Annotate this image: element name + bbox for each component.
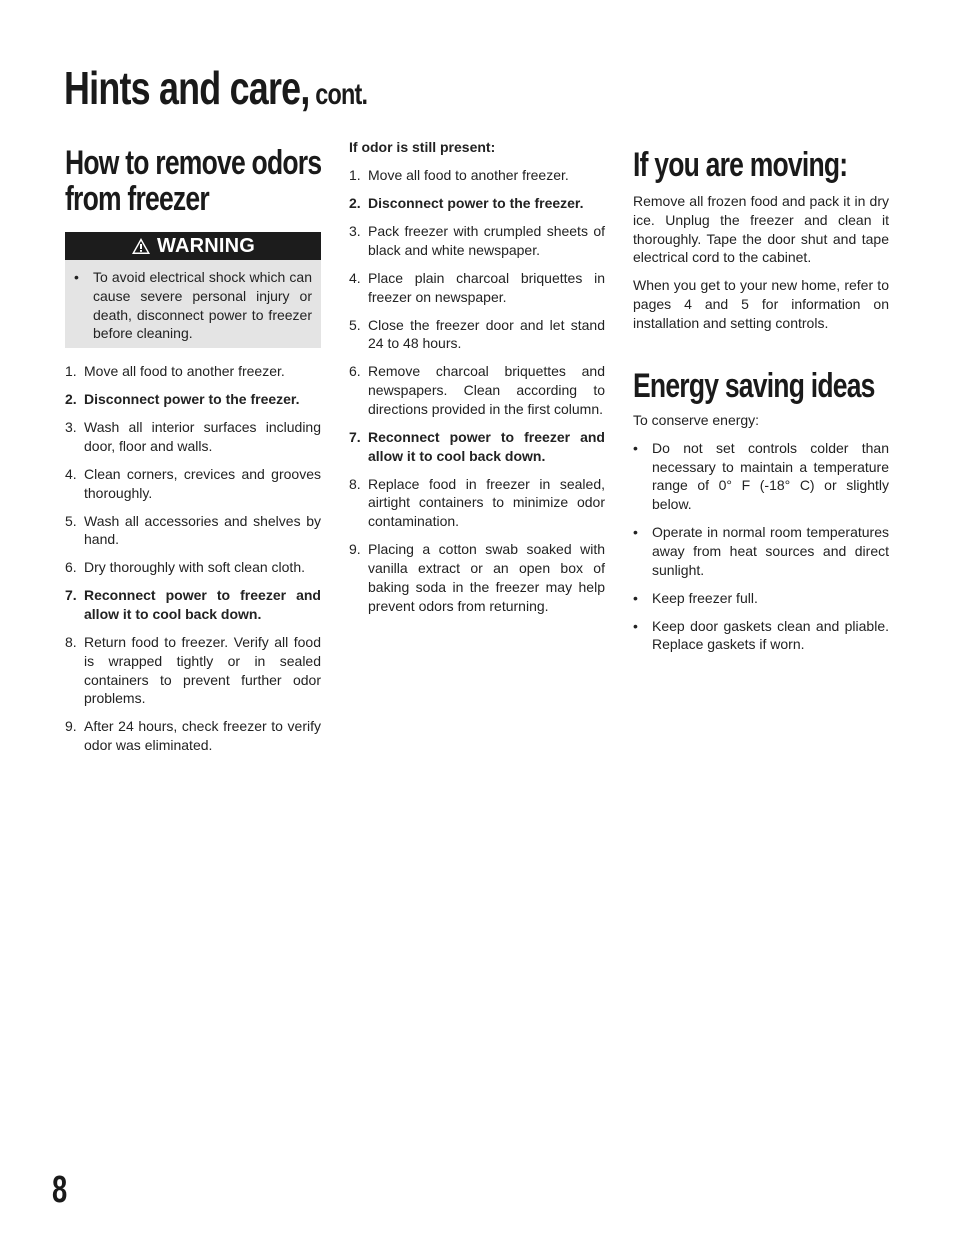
section-heading-remove-odors: [65, 145, 394, 217]
step-text: Return food to freezer. Verify all food is wrapped tightly or in sealed containers to prevent further odor problems.: [84, 634, 321, 707]
energy-tip-item: [633, 523, 889, 579]
warning-label: WARNING: [156, 234, 256, 257]
step-text: Disconnect power to the freezer.: [84, 390, 300, 407]
step-text: Remove charcoal briquettes and newspapers. Clean according to directions provided in the first column.: [368, 363, 605, 417]
step-item: [65, 362, 321, 381]
step-item: [65, 390, 321, 409]
step-text: Reconnect power to freezer and allow it to cool back down.: [368, 428, 605, 464]
warning-box: [65, 232, 321, 348]
step-item: [349, 269, 605, 307]
heading-energy-saving: Energy saving ideas: [633, 366, 875, 405]
page-number: 8: [52, 1169, 68, 1211]
step-number: 2.: [65, 390, 77, 407]
subheading-odor-present: If odor is still present:: [349, 139, 496, 155]
energy-tip-text: Do not set controls colder than necessary to maintain a temperature range of 0° F (-18° C) or slightly below.: [652, 439, 889, 513]
warning-triangle-icon: [131, 237, 151, 255]
step-text: Placing a cotton swab soaked with vanilla extract or an open box of baking soda in the freezer may help prevent odors from returning.: [368, 541, 605, 614]
step-text: Wash all interior surfaces including door, floor and walls.: [84, 418, 321, 454]
step-number: 4.: [349, 269, 361, 286]
bullet-icon: •: [633, 524, 638, 541]
step-number: 7.: [349, 428, 361, 445]
step-number: 5.: [349, 316, 361, 333]
step-number: 8.: [349, 475, 361, 492]
moving-paragraph-1: Remove all frozen food and pack it in dry ice. Unplug the freezer and clean it thoroughly. Tape the door shut and tape electrical cord to the cabinet.: [633, 193, 889, 266]
bullet-icon: •: [633, 617, 638, 634]
step-number: 5.: [65, 512, 77, 529]
step-text: Dry thoroughly with soft clean cloth.: [84, 559, 305, 576]
step-text: Move all food to another freezer.: [84, 363, 285, 379]
step-item: [65, 418, 321, 456]
step-text: Replace food in freezer in sealed, airtight containers to minimize odor contamination.: [368, 475, 605, 530]
step-text: After 24 hours, check freezer to verify odor was eliminated.: [84, 718, 321, 754]
step-number: 1.: [349, 166, 361, 183]
step-number: 6.: [349, 363, 361, 380]
warning-header: [65, 232, 321, 260]
energy-intro: To conserve energy:: [633, 411, 760, 428]
column-moving-energy: [633, 147, 889, 663]
heading-if-moving: If you are moving:: [633, 146, 848, 184]
step-number: 1.: [65, 363, 77, 379]
energy-tip-item: [633, 439, 889, 514]
energy-tip-item: [633, 589, 889, 608]
heading-line-1: How to remove odors: [65, 144, 322, 182]
step-text: Pack freezer with crumpled sheets of black and white newspaper.: [368, 222, 605, 258]
step-number: 9.: [349, 541, 361, 558]
page-title-main: Hints and care,: [64, 62, 310, 114]
energy-tip-text: Keep door gaskets clean and pliable. Replace gaskets if worn.: [652, 617, 889, 653]
step-item: [65, 633, 321, 708]
step-item: [349, 222, 605, 260]
heading-line-2: from freezer: [65, 180, 209, 218]
step-item: [349, 316, 605, 354]
step-item: [349, 194, 605, 213]
step-text: Disconnect power to the freezer.: [368, 194, 584, 211]
steps-list-col1: [65, 362, 321, 764]
step-text: Wash all accessories and shelves by hand.: [84, 512, 321, 548]
step-text: Clean corners, crevices and grooves thoroughly.: [84, 465, 321, 501]
moving-paragraph-2: When you get to your new home, refer to pages 4 and 5 for information on installation and setting controls.: [633, 277, 889, 331]
step-number: 7.: [65, 587, 77, 604]
step-text: Reconnect power to freezer and allow it to cool back down.: [84, 587, 321, 623]
step-item: [65, 717, 321, 755]
step-item: [65, 558, 321, 577]
step-number: 3.: [349, 222, 361, 239]
energy-tip-text: Operate in normal room temperatures away from heat sources and direct sunlight.: [652, 524, 889, 578]
step-item: [65, 512, 321, 550]
step-item: [349, 475, 605, 531]
bullet-icon: •: [633, 439, 638, 456]
step-item: [349, 166, 605, 185]
step-item: [65, 586, 321, 624]
energy-tip-item: [633, 617, 889, 655]
step-number: 3.: [65, 418, 77, 435]
step-item: [65, 465, 321, 503]
step-item: [349, 362, 605, 418]
step-item: [349, 428, 605, 466]
step-text: Move all food to another freezer.: [368, 166, 569, 183]
step-number: 6.: [65, 559, 77, 576]
step-item: [349, 540, 605, 615]
step-number: 9.: [65, 718, 77, 735]
warning-text: To avoid electrical shock which can cause severe personal injury or death, disconnect power to freezer before cleaning.: [93, 269, 312, 342]
warning-text-item: • To avoid electrical shock which can cause severe personal injury or death, disconnect power to freezer before cleaning.: [74, 269, 312, 342]
bullet-icon: •: [633, 589, 638, 606]
step-text: Close the freezer door and let stand 24 to 48 hours.: [368, 316, 605, 352]
step-number: 8.: [65, 634, 77, 651]
column-odor-still-present: [349, 138, 605, 625]
step-text: Place plain charcoal briquettes in freezer on newspaper.: [368, 269, 605, 305]
step-number: 2.: [349, 194, 361, 211]
energy-tip-text: Keep freezer full.: [652, 589, 758, 606]
step-number: 4.: [65, 465, 77, 482]
page-title: [64, 62, 367, 121]
warning-body: [65, 260, 321, 348]
page-title-cont: cont.: [309, 78, 368, 111]
